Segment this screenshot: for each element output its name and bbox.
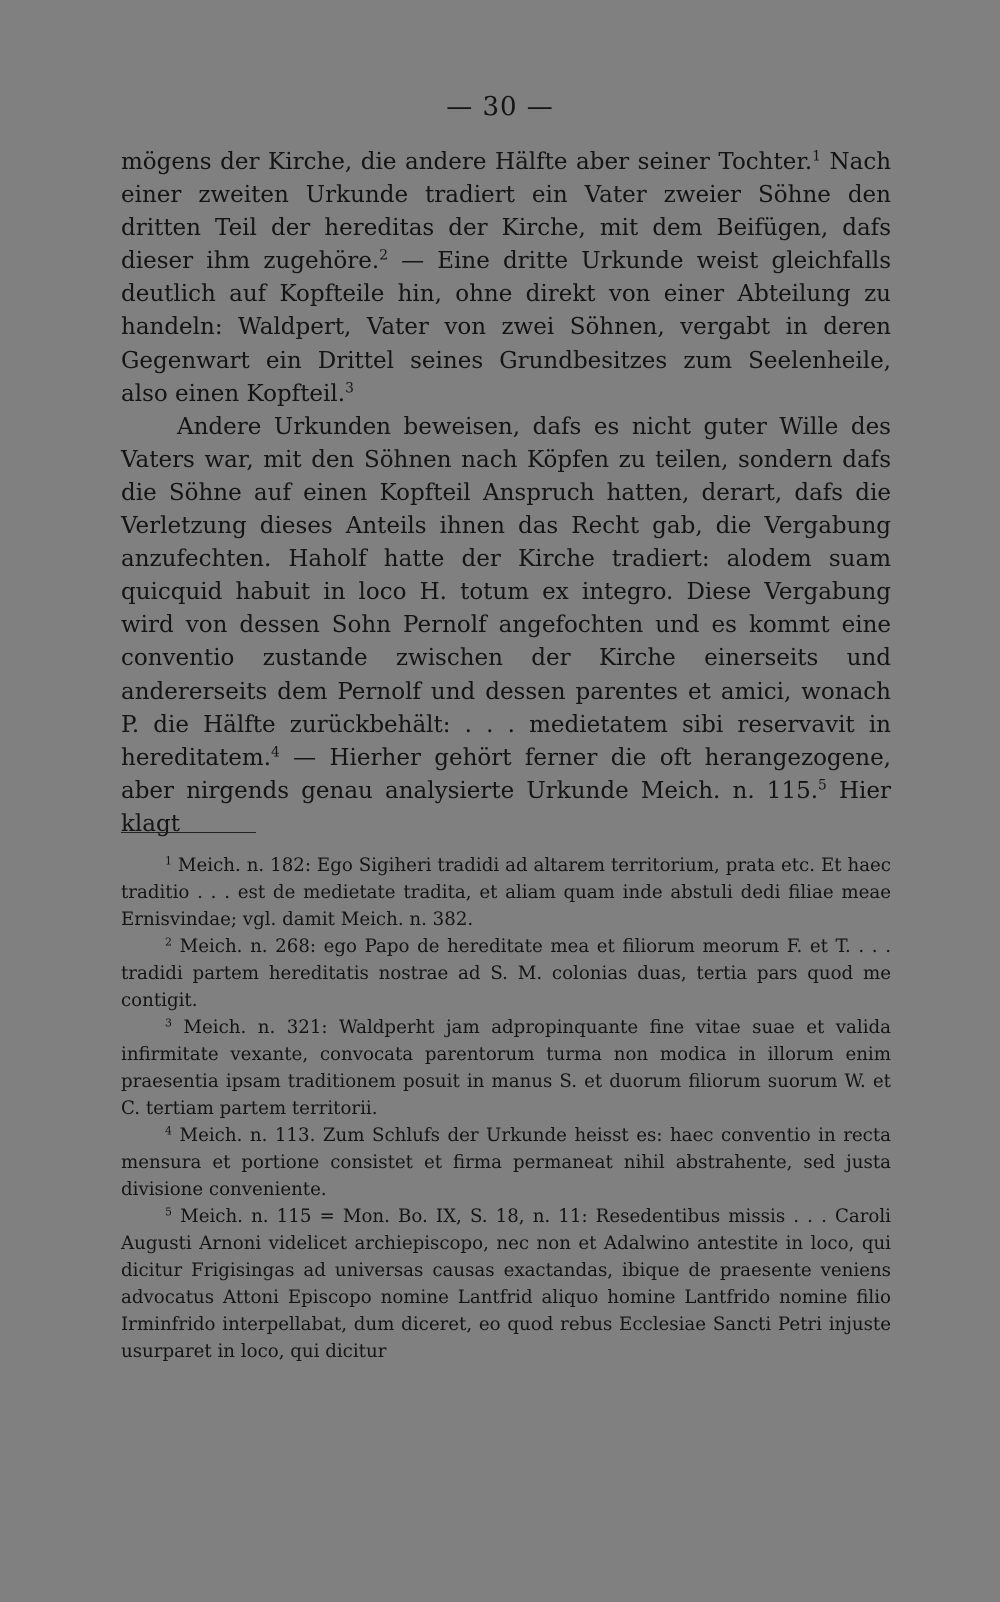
footnote-ref: 1 [812,148,821,165]
main-text [121,146,891,841]
footnote-text: Meich. n. 182: Ego Sigiheri tradidi ad altarem territorium, prata etc. Et haec traditio . . . est de medietate tradita, et aliam quam inde abstuli dedi filiae meae Ernisvindae; vgl. damit Meich. n. 382. [121,855,891,930]
footnote-text: Meich. n. 321: Waldperht jam adpropinquante fine vitae suae et valida infirmitate vexante, convocata parentorum turma non modica in illorum enim praesentia ipsam traditionem posuit in manus S. et duorum filiorum suorum W. et C. tertiam partem territorii. [121,1017,891,1119]
footnote-number: 5 [165,1205,172,1219]
footnote-number: 2 [165,935,172,949]
footnote-ref: 2 [379,248,388,265]
footnote-ref: 5 [818,777,827,794]
footnote-text: Meich. n. 268: ego Papo de hereditate mea et filiorum meorum F. et T. . . . tradidi partem hereditatis nostrae ad S. M. colonias duas, tertia pars quod me contigit. [121,936,891,1011]
footnote-5 [121,1203,891,1365]
page-number: — 30 — [446,92,554,122]
footnote-4 [121,1122,891,1203]
footnote-text: Meich. n. 115 = Mon. Bo. IX, S. 18, n. 11: Resedentibus missis . . . Caroli Augusti Arnoni videlicet archiepiscopo, nec non et Adalwino antestite in loco, qui dicitur Frigisingas ad universas causas exactandas, ibique de praesente veniens advocatus Attoni Episcopo nomine Lantfrid aliquo homine Lantfrido nomine filio Irminfrido interpellabat, dum diceret, eo quod rebus Ecclesiae Sancti Petri injuste usurparet in loco, qui dicitur [121,1206,891,1362]
footnote-number: 4 [165,1124,172,1138]
paragraph-2 [121,411,891,841]
paragraph-text: — Eine dritte Urkunde weist gleichfalls deutlich auf Kopfteile hin, ohne direkt von einer Abteilung zu handeln: Waldpert, Vater von zwei Söhnen, vergabt in deren Gegenwart ein Drittel seines Grundbesitzes zum Seelenheile, also einen Kopfteil. [121,248,891,407]
footnotes [121,852,891,1365]
footnote-text: Meich. n. 113. Zum Schlufs der Urkunde heisst es: haec conventio in recta mensura et portione consistet et firma permaneat nihil abstrahente, sed justa divisione conveniente. [121,1125,891,1200]
paragraph-text: mögens der Kirche, die andere Hälfte aber seiner Tochter. [121,149,813,175]
paragraph-text: — Hierher gehört ferner die oft herangezogene, aber nirgends genau analysierte Urkunde Meich. n. 115. [121,744,891,804]
footnote-divider [121,832,256,833]
footnote-3 [121,1014,891,1122]
footnote-number: 3 [165,1016,172,1030]
footnote-ref: 4 [271,744,280,761]
paragraph-text: Hier klagt [121,777,891,837]
footnote-ref: 3 [345,380,354,397]
footnote-number: 1 [165,854,172,868]
paragraph-text: Nach einer zweiten Urkunde tradiert ein Vater zweier Söhne den dritten Teil der hereditas der Kirche, mit dem Beifügen, dafs dieser ihm zugehöre. [121,149,892,275]
paragraph-1 [121,146,891,411]
footnote-1 [121,852,891,933]
paragraph-text: Andere Urkunden beweisen, dafs es nicht guter Wille des Vaters war, mit den Söhnen nach Köpfen zu teilen, sondern dafs die Söhne auf einen Kopfteil Anspruch hatten, derart, dafs die Verletzung dieses Anteils ihnen das Recht gab, die Vergabung anzufechten. Haholf hatte der Kirche tradiert: alodem suam quicquid habuit in loco H. totum ex integro. Diese Vergabung wird von dessen Sohn Pernolf angefochten und es kommt eine conventio zustande zwischen der Kirche einerseits und andererseits dem Pernolf und dessen parentes et amici, wonach P. die Hälfte zurückbehält: . . . medietatem sibi reservavit in hereditatem. [121,413,891,771]
footnote-2 [121,933,891,1014]
